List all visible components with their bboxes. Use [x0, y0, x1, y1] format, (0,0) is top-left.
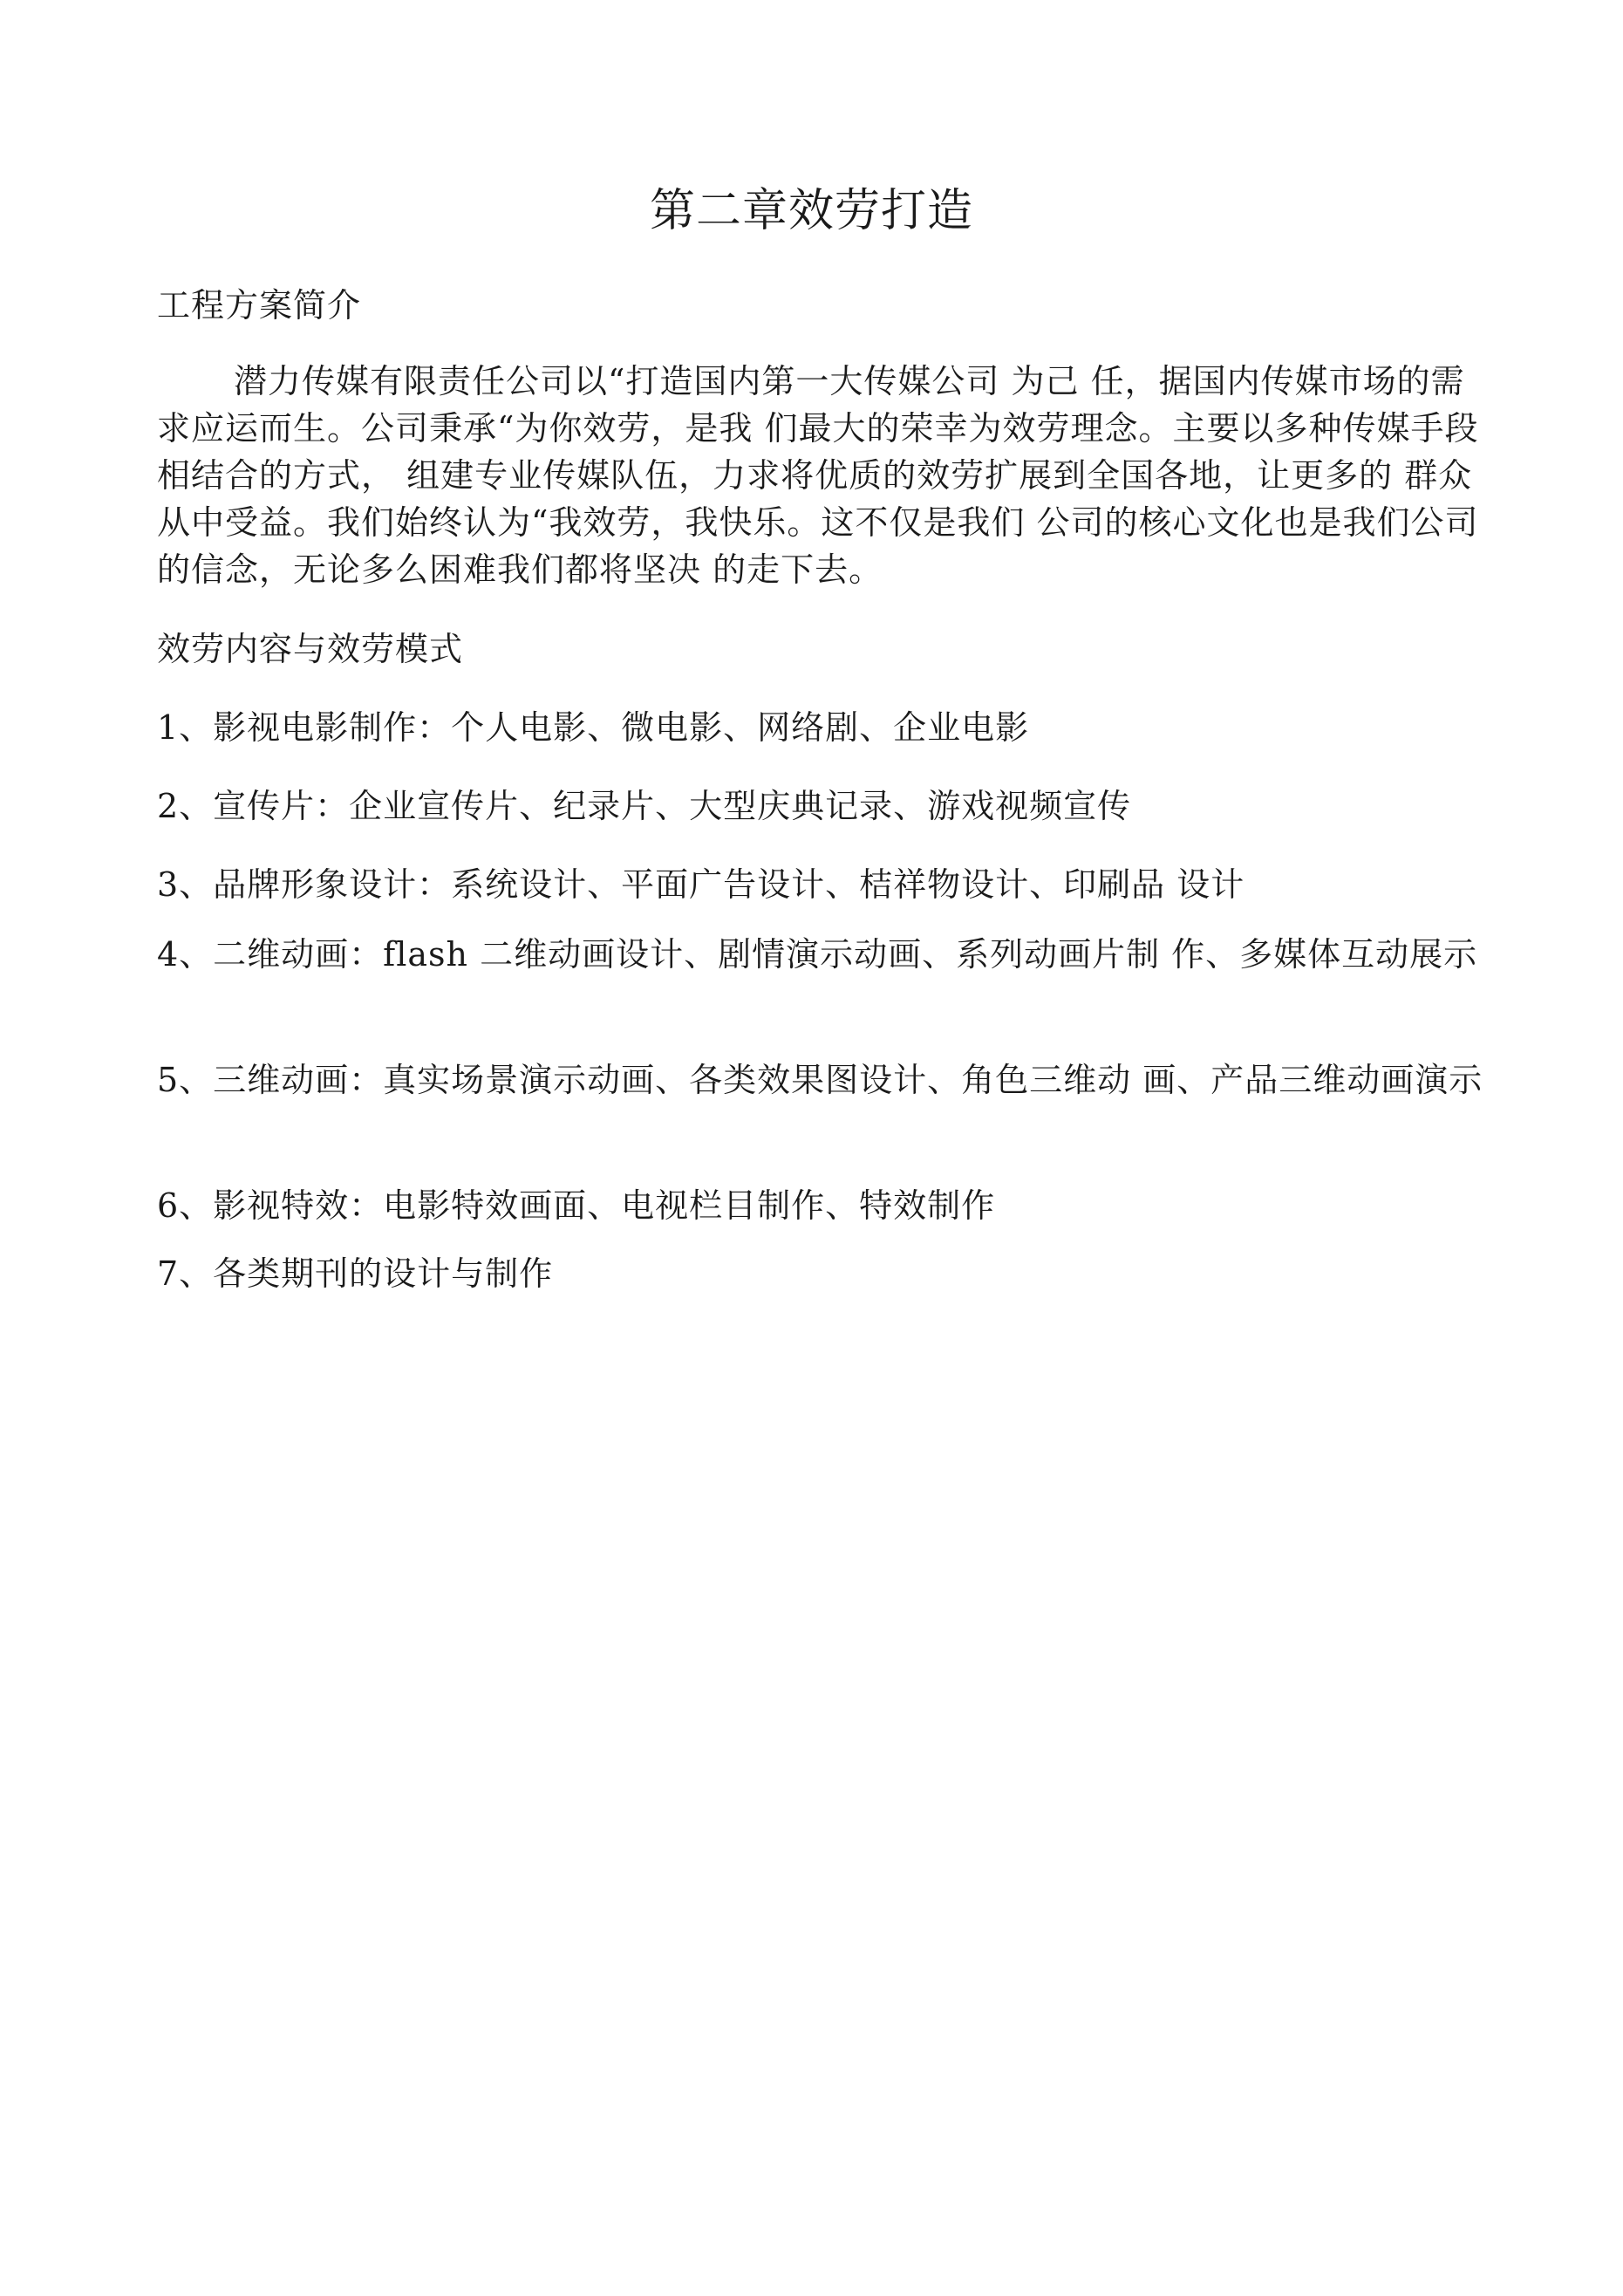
list-item: 1、影视电影制作：个人电影、微电影、网络剧、企业电影 [157, 708, 1030, 747]
section-heading-service-content: 效劳内容与效劳模式 [157, 630, 464, 668]
list-item: 5、三维动画：真实场景演示动画、各类效果图设计、角色三维动 画、产品三维动画演示 [157, 1061, 1483, 1099]
section-heading-project-intro: 工程方案简介 [157, 286, 362, 325]
list-item: 6、影视特效：电影特效画面、电视栏目制作、特效制作 [157, 1186, 996, 1225]
list-item: 2、宣传片：企业宣传片、纪录片、大型庆典记录、游戏视频宣传 [157, 787, 1132, 825]
list-item: 3、品牌形象设计：系统设计、平面广告设计、桔祥物设计、印刷品 设计 [157, 865, 1245, 904]
list-item: 4、二维动画：flash 二维动画设计、剧情演示动画、系列动画片制 作、多媒体互动展示 [157, 935, 1478, 974]
list-item: 7、各类期刊的设计与制作 [157, 1254, 554, 1293]
chapter-title: 第二章效劳打造 [649, 185, 973, 237]
intro-paragraph: 潜力传媒有限责任公司以“打造国内第一大传媒公司 为己 任，据国内传媒市场的需求应运而生。公司秉承“为你效劳，是我 们最大的荣幸为效劳理念。主要以多种传媒手段相结合的方式， 组建专业传媒队伍，力求将优质的效劳扩展到全国各地，让更多的 群众从中受益。我们始终认为“我效劳，我快乐。这不仅是我们 公司的核心文化也是我们公司的信念，无论多么困难我们都将坚决 的走下去。 [157, 362, 1479, 589]
